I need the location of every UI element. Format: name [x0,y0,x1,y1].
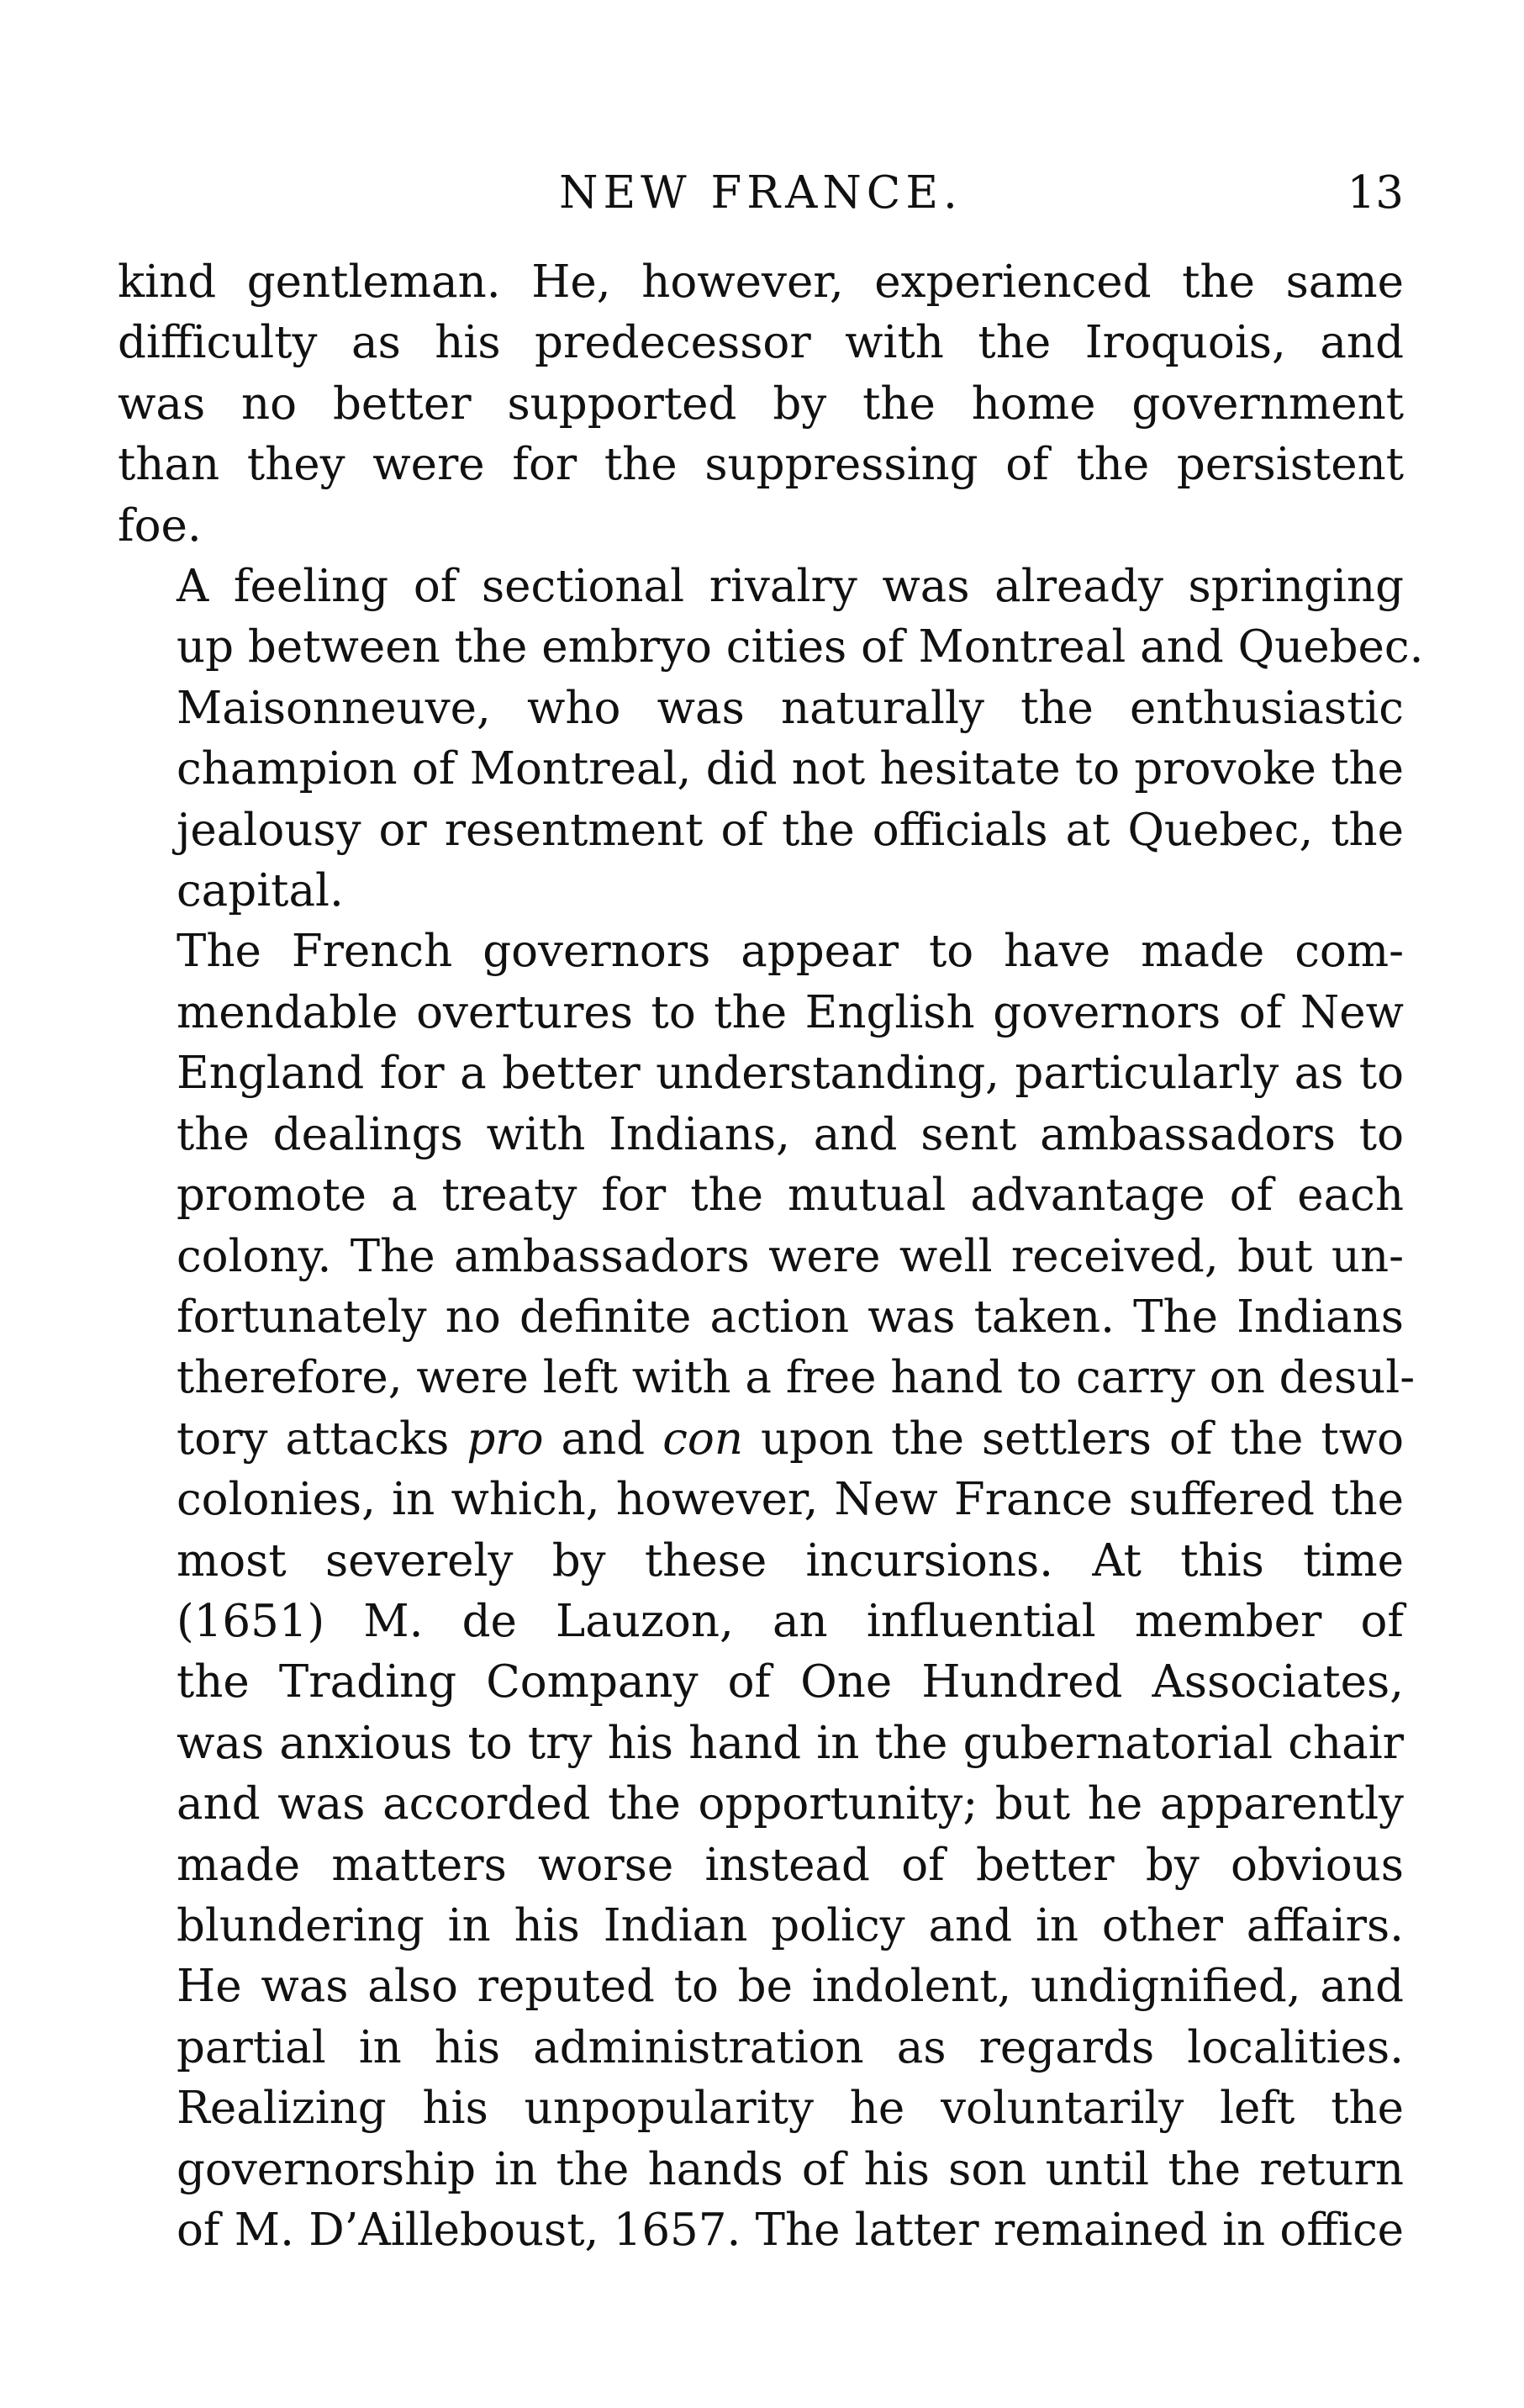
text-line: blundering in his Indian policy and in other affairs. [177,1899,1404,1951]
text-line: capital. [177,865,344,917]
page-number: 13 [1347,167,1404,219]
italic-term: con [662,1413,743,1465]
text-line: up between the embryo cities of Montreal and Quebec. [177,621,1424,673]
text-line: A feeling of sectional rivalry was already springing [177,561,1404,613]
text-line: was no better supported by the home government [118,378,1404,430]
text-line: partial in his administration as regards localities. [177,2021,1404,2073]
running-head: NEW FRANCE. [559,167,962,219]
text-span: and [543,1413,663,1465]
page-header [118,160,1404,235]
text-line: made matters worse instead of better by obvious [177,1839,1404,1891]
text-line: He was also reputed to be indolent, undignified, and [177,1961,1404,2013]
book-page [118,160,1424,2261]
text-line: therefore, were left with a free hand to carry on desul- [177,1352,1416,1404]
text-line: colonies, in which, however, New France suffered the [177,1474,1404,1526]
text-line: colony. The ambassadors were well received, but un- [177,1230,1404,1282]
text-line: kind gentleman. He, however, experienced the same [118,256,1404,308]
text-line-with-italics [118,1409,1404,1470]
italic-term: pro [467,1413,544,1465]
paragraph [118,921,1416,2261]
text-line: jealousy or resentment of the officials at Quebec, the [177,804,1404,856]
text-line: of M. D’Ailleboust, 1657. The latter remained in office [177,2205,1404,2256]
text-line: the dealings with Indians, and sent ambassadors to [177,1108,1404,1160]
text-line: England for a better understanding, particularly as to [177,1048,1404,1100]
text-line: promote a treaty for the mutual advantage of each [177,1170,1404,1222]
text-line: the Trading Company of One Hundred Associates, [177,1656,1404,1708]
text-span: upon the settlers of the two [742,1413,1404,1465]
text-line: Maisonneuve, who was naturally the enthusiastic [177,682,1404,734]
text-line: most severely by these incursions. At this time [177,1534,1404,1587]
text-line: difficulty as his predecessor with the Iroquois, and [118,317,1404,369]
text-line: The French governors appear to have made com- [177,926,1404,978]
text-line: Realizing his unpopularity he voluntarily left the [177,2083,1404,2135]
text-line: fortunately no definite action was taken. The Indians [177,1291,1404,1343]
text-line: champion of Montreal, did not hesitate to provoke the [177,743,1404,795]
text-line: governorship in the hands of his son until the return [177,2143,1404,2195]
text-span: tory attacks [177,1413,467,1465]
text-line: than they were for the suppressing of the persistent [118,439,1404,491]
text-line: was anxious to try his hand in the gubernatorial chair [177,1717,1404,1769]
text-line: (1651) M. de Lauzon, an influential member of [177,1595,1404,1647]
paragraph [118,252,1404,557]
text-line: mendable overtures to the English governors of New [177,986,1404,1038]
paragraph [118,557,1424,921]
text-line: foe. [118,499,202,552]
text-line: and was accorded the opportunity; but he apparently [177,1778,1404,1830]
